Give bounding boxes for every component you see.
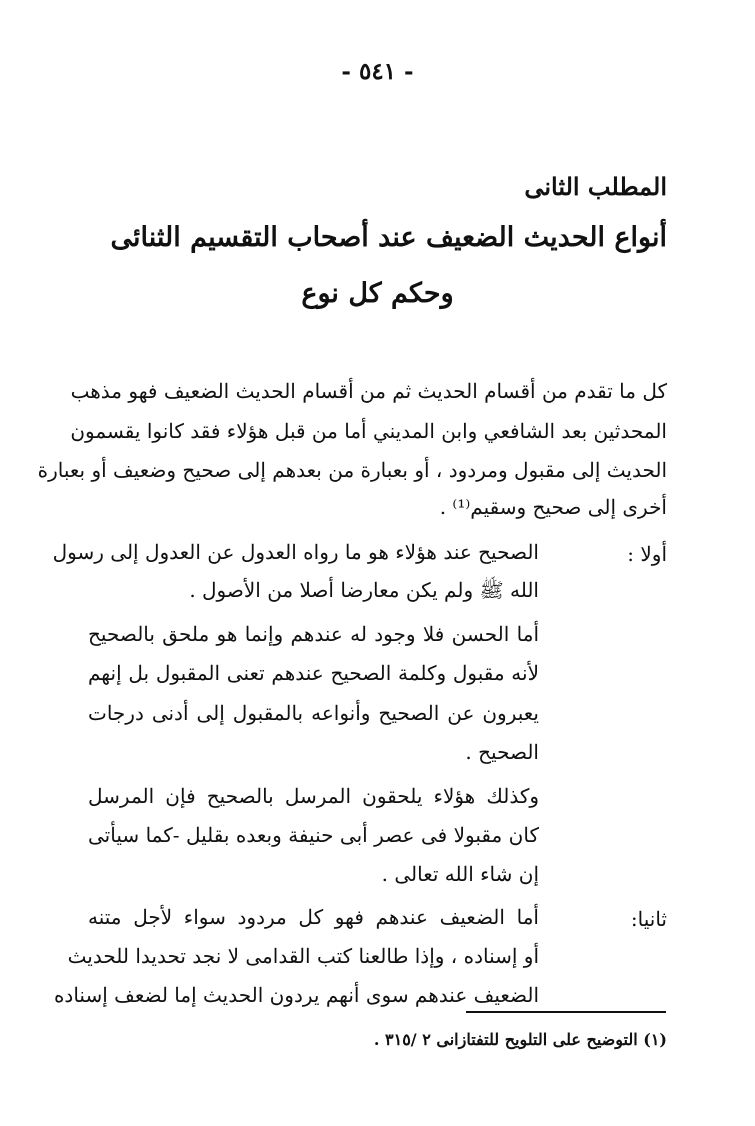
second-line: أو إسناده ، وإذا طالعنا كتب القدامى لا نجد تحديدا للحديث <box>67 944 539 968</box>
footnote-divider <box>466 1011 666 1013</box>
mursal-line: إن شاء الله تعالى . <box>381 862 539 886</box>
page-number: - ٥٤١ - <box>341 58 414 85</box>
chapter-title: أنواع الحديث الضعيف عند أصحاب التقسيم الثنائى <box>110 222 667 253</box>
first-line: الصحيح عند هؤلاء هو ما رواه العدول عن العدول إلى رسول <box>52 540 539 564</box>
hasan-line: يعبرون عن الصحيح وأنواعه بالمقبول إلى أدنى درجات <box>88 701 539 725</box>
first-line: الله ﷺ ولم يكن معارضا أصلا من الأصول . <box>189 578 539 602</box>
second-line: الضعيف عندهم سوى أنهم يردون الحديث إما لضعف إسناده <box>53 983 539 1007</box>
mursal-line: كان مقبولا فى عصر أبى حنيفة وبعده بقليل -كما سيأتى <box>88 823 539 847</box>
footnote: (١) التوضيح على التلويح للتفتازانى ٢ /٣١٥ . <box>373 1030 667 1049</box>
intro-line: المحدثين بعد الشافعي وابن المديني أما من قبل هؤلاء فقد كانوا يقسمون <box>70 419 667 443</box>
list-label-second: ثانيا: <box>630 907 667 931</box>
second-line: أما الضعيف عندهم فهو كل مردود سواء لأجل متنه <box>88 905 539 929</box>
mursal-line: وكذلك هؤلاء يلحقون المرسل بالصحيح فإن المرسل <box>88 784 539 808</box>
hasan-line: أما الحسن فلا وجود له عندهم وإنما هو ملحق بالصحيح <box>88 622 539 646</box>
list-label-first: أولا : <box>627 542 667 566</box>
hasan-line: لأنه مقبول وكلمة الصحيح عندهم تعنى المقبول بل إنهم <box>88 661 539 685</box>
chapter-title-line2: وحكم كل نوع <box>301 278 454 309</box>
hasan-line: الصحيح . <box>465 740 539 764</box>
intro-line: كل ما تقدم من أقسام الحديث ثم من أقسام الحديث الضعيف فهو مذهب <box>70 379 667 403</box>
section-heading: المطلب الثانى <box>524 172 667 201</box>
intro-line: الحديث إلى مقبول ومردود ، أو بعبارة من بعدهم إلى صحيح وضعيف أو بعبارة <box>37 458 667 482</box>
intro-line: أخرى إلى صحيح وسقيم⁽¹⁾ . <box>439 495 667 519</box>
